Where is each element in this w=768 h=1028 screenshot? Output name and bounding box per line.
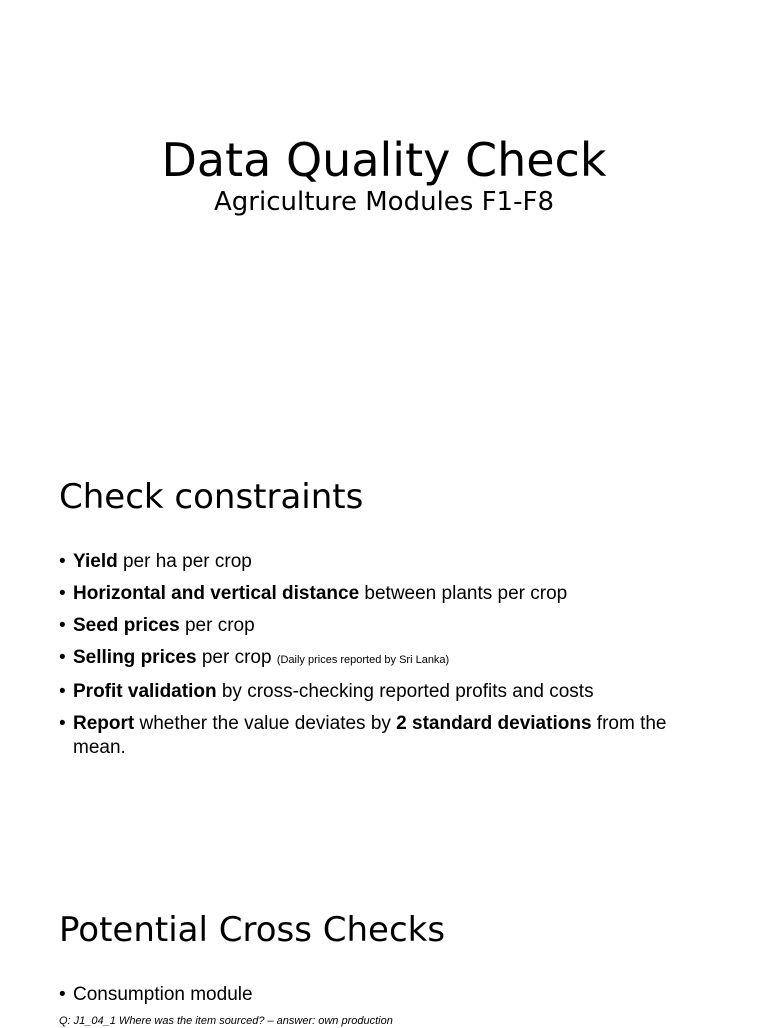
item-text-2: from the mean. xyxy=(73,713,667,758)
item-text: between plants per crop xyxy=(359,583,568,604)
item-text: whether the value deviates by xyxy=(134,713,397,734)
list-item xyxy=(59,680,719,704)
bullet-icon: • xyxy=(59,583,66,604)
item-text: Consumption module xyxy=(73,984,253,1005)
cross-checks-list xyxy=(59,983,719,1015)
list-item xyxy=(59,614,719,638)
item-note: (Daily prices reported by Sri Lanka) xyxy=(276,654,450,666)
item-text: per crop xyxy=(179,615,255,636)
slide-title: Data Quality Check xyxy=(161,133,607,187)
list-item xyxy=(59,550,719,574)
list-item xyxy=(59,712,719,760)
bullet-icon: • xyxy=(59,647,66,668)
item-bold: Seed prices xyxy=(73,615,180,636)
item-bold: Yield xyxy=(73,551,118,572)
slide-subtitle: Agriculture Modules F1-F8 xyxy=(214,187,554,217)
list-item xyxy=(59,983,719,1007)
constraints-heading: Check constraints xyxy=(59,477,364,517)
item-bold: Report xyxy=(73,713,135,734)
constraints-list xyxy=(59,550,719,768)
title-slide xyxy=(0,0,768,432)
bullet-icon: • xyxy=(59,615,66,636)
bullet-icon: • xyxy=(59,681,66,702)
item-text: by cross-checking reported profits and costs xyxy=(216,681,594,702)
footnote: Q: J1_04_1 Where was the item sourced? – answer: own production xyxy=(59,1015,393,1027)
bullet-icon: • xyxy=(59,984,66,1005)
item-bold: Selling prices xyxy=(73,647,197,668)
item-text: per crop xyxy=(196,647,277,668)
item-bold: Horizontal and vertical distance xyxy=(73,583,360,604)
bullet-icon: • xyxy=(59,551,66,572)
list-item xyxy=(59,582,719,606)
list-item xyxy=(59,646,719,672)
cross-checks-heading: Potential Cross Checks xyxy=(59,910,446,950)
bullet-icon: • xyxy=(59,713,66,734)
item-text: per ha per crop xyxy=(117,551,252,572)
item-bold-2: 2 standard deviations xyxy=(396,713,592,734)
item-bold: Profit validation xyxy=(73,681,217,702)
